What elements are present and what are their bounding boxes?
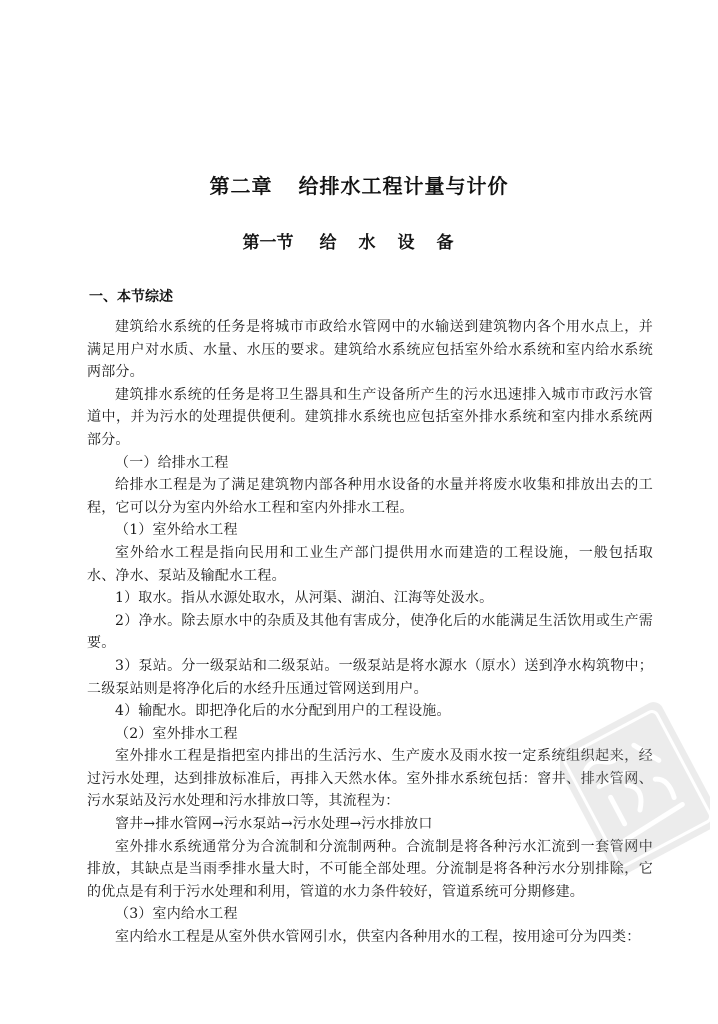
chapter-number: 第二章: [209, 174, 273, 198]
paragraph-outdoor-supply: 室外给水工程是指向民用和工业生产部门提供用水而建造的工程设施，一般包括取水、净水、泵站及输配水工程。: [87, 544, 653, 584]
list-item-purification: 2）净水。除去原水中的杂质及其他有害成分，使净化后的水能满足生活饮用或生产需要。: [87, 612, 653, 652]
flow-sequence: 窨井→排水管网→污水泵站→污水处理→污水排放口: [115, 816, 433, 833]
subheading-water-works: （一）给排水工程: [115, 454, 229, 471]
paragraph-drainage: 建筑排水系统的任务是将卫生器具和生产设备所产生的污水迅速排入城市市政污水管道中，并为污水的处理提供便利。建筑排水系统也应包括室外排水系统和室内排水系统两部分。: [87, 386, 653, 448]
section-name: 给水设备: [319, 233, 476, 253]
section-number: 第一节: [242, 233, 294, 253]
list-item-distribution: 4）输配水。即把净化后的水分配到用户的工程设施。: [115, 703, 451, 720]
paragraph-water-supply: 建筑给水系统的任务是将城市市政给水管网中的水输送到建筑物内各个用水点上，并满足用户对水质、水量、水压的要求。建筑给水系统应包括室外给水系统和室内给水系统两部分。: [87, 319, 653, 381]
body-text: [87, 316, 653, 949]
paragraph-indoor-supply: 室内给水工程是从室外供水管网引水，供室内各种用水的工程，按用途可分为四类：: [115, 929, 641, 946]
paragraph-outdoor-drainage: 室外排水工程是指把室内排出的生活污水、生产废水及雨水按一定系统组织起来，经过污水处理，达到排放标准后，再排入天然水体。室外排水系统包括：窨井、排水管网、污水泵站及污水处理和污水排放口等，其流程为：: [87, 748, 653, 810]
subheading-outdoor-drainage: （2）室外排水工程: [115, 725, 238, 742]
chapter-title: [0, 170, 718, 199]
list-item-pump-station: 3）泵站。分一级泵站和二级泵站。一级泵站是将水源水（原水）送到净水构筑物中；二级泵站则是将净化后的水经升压通过管网送到用户。: [87, 657, 653, 697]
subheading-outdoor-supply: （1）室外给水工程: [115, 522, 238, 539]
paragraph-water-works: 给排水工程是为了满足建筑物内部各种用水设备的水量并将废水收集和排放出去的工程，它可以分为室内外给水工程和室内外排水工程。: [87, 477, 653, 516]
paragraph-combined-separate: 室外排水系统通常分为合流制和分流制两种。合流制是将各种污水汇流到一套管网中排放，其缺点是当雨季排水量大时，不可能全部处理。分流制是将各种污水分别排除，它的优点是有利于污水处理和利用，管道的水力条件较好，管道系统可分期修建。: [87, 838, 653, 900]
section-title: [0, 228, 718, 253]
list-item-intake: 1）取水。指从水源处取水，从河渠、湖泊、江海等处汲水。: [115, 590, 494, 607]
chapter-name: 给排水工程计量与计价: [298, 174, 509, 198]
heading-overview: 一、本节综述: [89, 289, 173, 305]
subheading-indoor-supply: （3）室内给水工程: [115, 906, 238, 923]
